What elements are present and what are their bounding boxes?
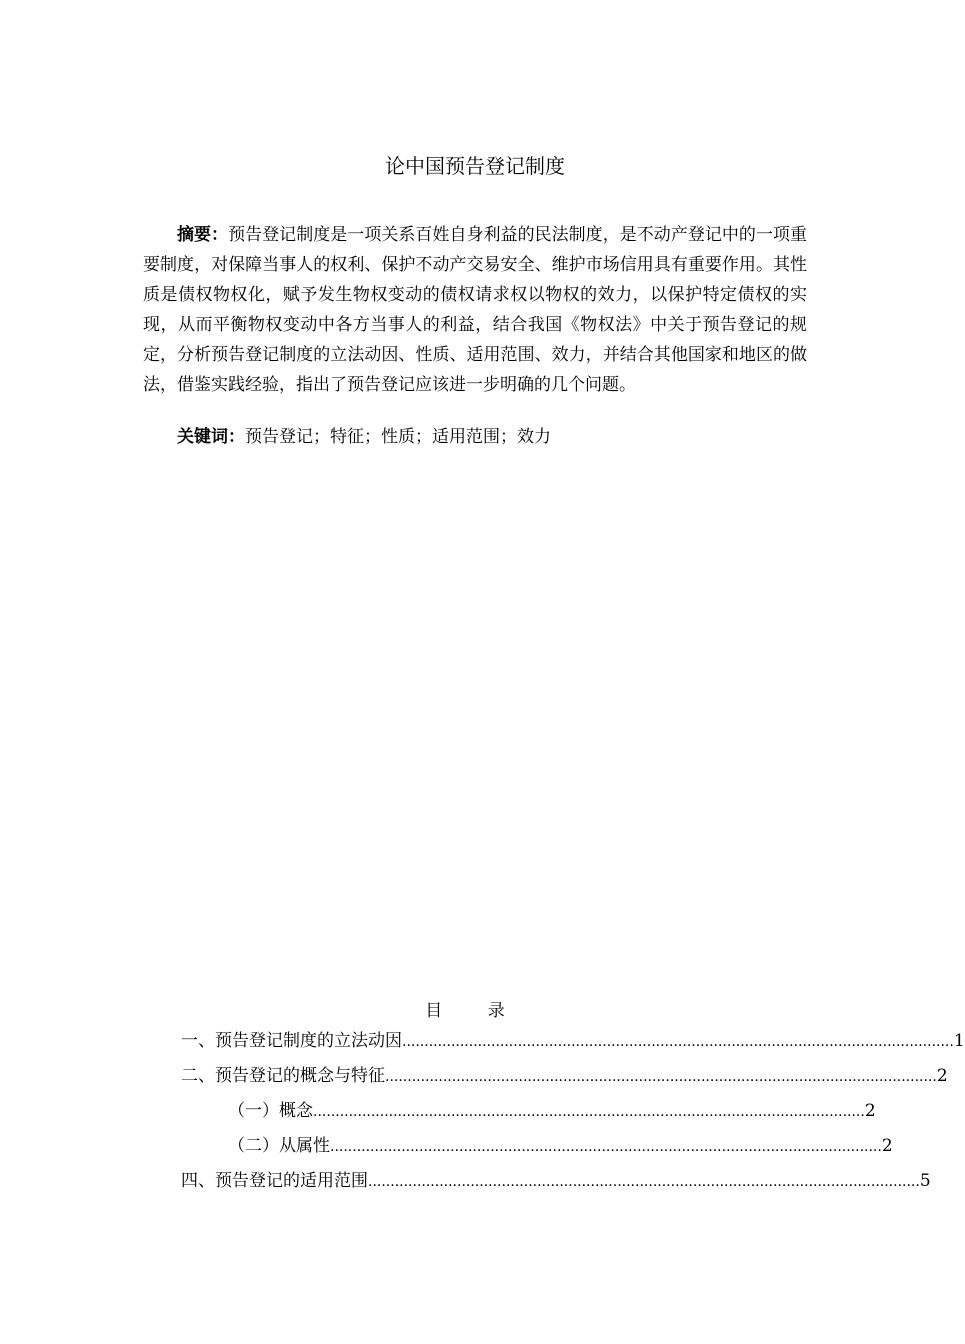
toc-entry[interactable] bbox=[181, 1166, 931, 1196]
abstract-paragraph bbox=[143, 220, 807, 400]
toc-entry-page: 1 bbox=[953, 1031, 965, 1051]
abstract-label: 摘要： bbox=[177, 225, 229, 245]
keywords-line bbox=[143, 422, 807, 452]
document-title: 论中国预告登记制度 bbox=[385, 154, 565, 178]
toc-entry[interactable] bbox=[181, 1026, 965, 1056]
toc-leader-dots: ............................................................................................................................ bbox=[402, 1034, 954, 1050]
toc-leader-dots: ............................................................................................................................ bbox=[368, 1174, 920, 1190]
toc-entry[interactable] bbox=[181, 1061, 948, 1091]
keywords-text: 预告登记；特征；性质；适用范围；效力 bbox=[245, 427, 551, 447]
toc-entry[interactable] bbox=[228, 1131, 893, 1161]
abstract-text: 预告登记制度是一项关系百姓自身利益的民法制度，是不动产登记中的一项重要制度，对保障当事人的权利、保护不动产交易安全、维护市场信用具有重要作用。其性质是债权物权化，赋予发生物权变动的债权请求权以物权的效力，以保护特定债权的实现，从而平衡物权变动中各方当事人的利益，结合我国《物权法》中关于预告登记的规定，分析预告登记制度的立法动因、性质、适用范围、效力，并结合其他国家和地区的做法，借鉴实践经验，指出了预告登记应该进一步明确的几个问题。 bbox=[143, 225, 808, 395]
toc-title: 目 录 bbox=[425, 1001, 525, 1021]
toc-entry-label: 一、预告登记制度的立法动因 bbox=[181, 1031, 402, 1051]
toc-entry-page: 2 bbox=[936, 1066, 948, 1086]
toc-entry-page: 5 bbox=[919, 1171, 931, 1191]
toc-entry-label: 二、预告登记的概念与特征 bbox=[181, 1066, 385, 1086]
toc-entry-page: 2 bbox=[864, 1101, 876, 1121]
toc-entry-page: 2 bbox=[881, 1136, 893, 1156]
keywords-label: 关键词： bbox=[177, 427, 245, 447]
toc-entry-label: 四、预告登记的适用范围 bbox=[181, 1171, 368, 1191]
toc-leader-dots: ............................................................................................................................ bbox=[330, 1139, 882, 1155]
toc-entry-label: （一）概念 bbox=[228, 1101, 313, 1121]
toc-entry[interactable] bbox=[228, 1096, 876, 1126]
toc-leader-dots: ............................................................................................................................ bbox=[385, 1069, 937, 1085]
toc-leader-dots: ............................................................................................................................ bbox=[313, 1104, 865, 1120]
toc-entry-label: （二）从属性 bbox=[228, 1136, 330, 1156]
